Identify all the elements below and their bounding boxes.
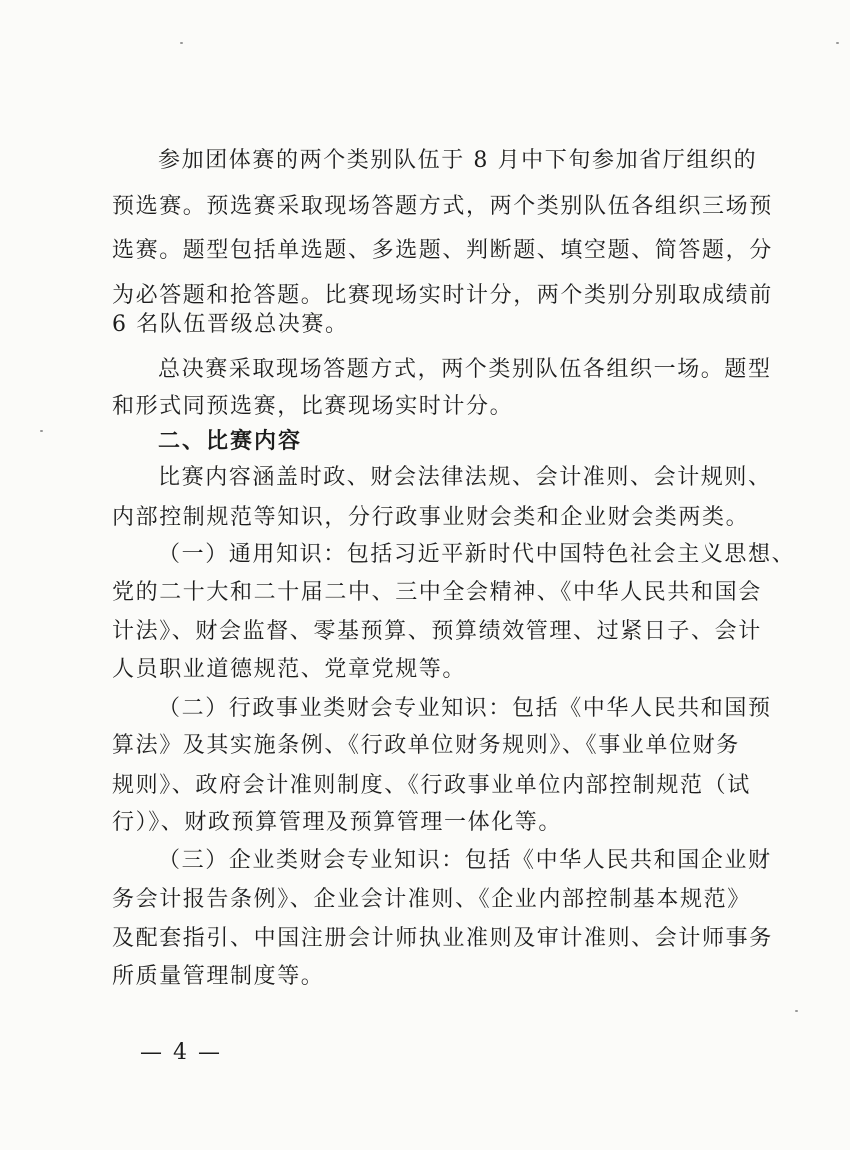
section-heading: 二、比赛内容 [158,429,303,454]
scan-speck [836,42,839,44]
paragraph-4-line-3: 计法》、财会监督、零基预算、预算绩效管理、过紧日子、会计 [112,619,762,644]
paragraph-5-line-2: 算法》及其实施条例、《行政单位财务规则》、《事业单位财务 [112,733,740,758]
paragraph-5-line-1: （二）行政事业类财会专业知识：包括《中华人民共和国预 [158,696,772,721]
paragraph-1-line-5: 6 名队伍晋级总决赛。 [112,312,349,337]
scan-speck [795,1010,798,1012]
paragraph-1-line-1: 参加团体赛的两个类别队伍于 8 月中下旬参加省厅组织的 [158,148,758,173]
paragraph-4-line-2: 党的二十大和二十届二中、三中全会精神、《中华人民共和国会 [112,580,762,605]
paragraph-4-line-1: （一）通用知识：包括习近平新时代中国特色社会主义思想、 [158,542,796,567]
scan-speck [180,42,183,44]
paragraph-6-line-1: （三）企业类财会专业知识：包括《中华人民共和国企业财 [158,848,772,873]
paragraph-5-line-3: 规则》、政府会计准则制度、《行政事业单位内部控制规范（试 [112,773,751,798]
paragraph-2-line-2: 和形式同预选赛，比赛现场实时计分。 [112,394,514,419]
paragraph-4-line-4: 人员职业道德规范、党章党规等。 [112,657,467,682]
paragraph-1-line-2: 预选赛。预选赛采取现场答题方式，两个类别队伍各组织三场预 [112,194,773,219]
paragraph-6-line-4: 所质量管理制度等。 [112,964,325,989]
paragraph-5-line-4: 行）》、财政预算管理及预算管理一体化等。 [112,810,563,835]
scan-speck [40,430,43,432]
paragraph-2-line-1: 总决赛采取现场答题方式，两个类别队伍各组织一场。题型 [158,357,772,382]
paragraph-3-line-1: 比赛内容涵盖时政、财会法律法规、会计准则、会计规则、 [158,465,772,490]
paragraph-6-line-2: 务会计报告条例》、企业会计准则、《企业内部控制基本规范》 [112,887,751,912]
paragraph-6-line-3: 及配套指引、中国注册会计师执业准则及审计准则、会计师事务 [112,926,773,951]
page-number: — 4 — [140,1040,222,1065]
paragraph-3-line-2: 内部控制规范等知识，分行政事业财会类和企业财会类两类。 [112,505,750,530]
paragraph-1-line-4: 为必答题和抢答题。比赛现场实时计分，两个类别分别取成绩前 [112,283,773,308]
paragraph-1-line-3: 选赛。题型包括单选题、多选题、判断题、填空题、简答题，分 [112,238,773,263]
